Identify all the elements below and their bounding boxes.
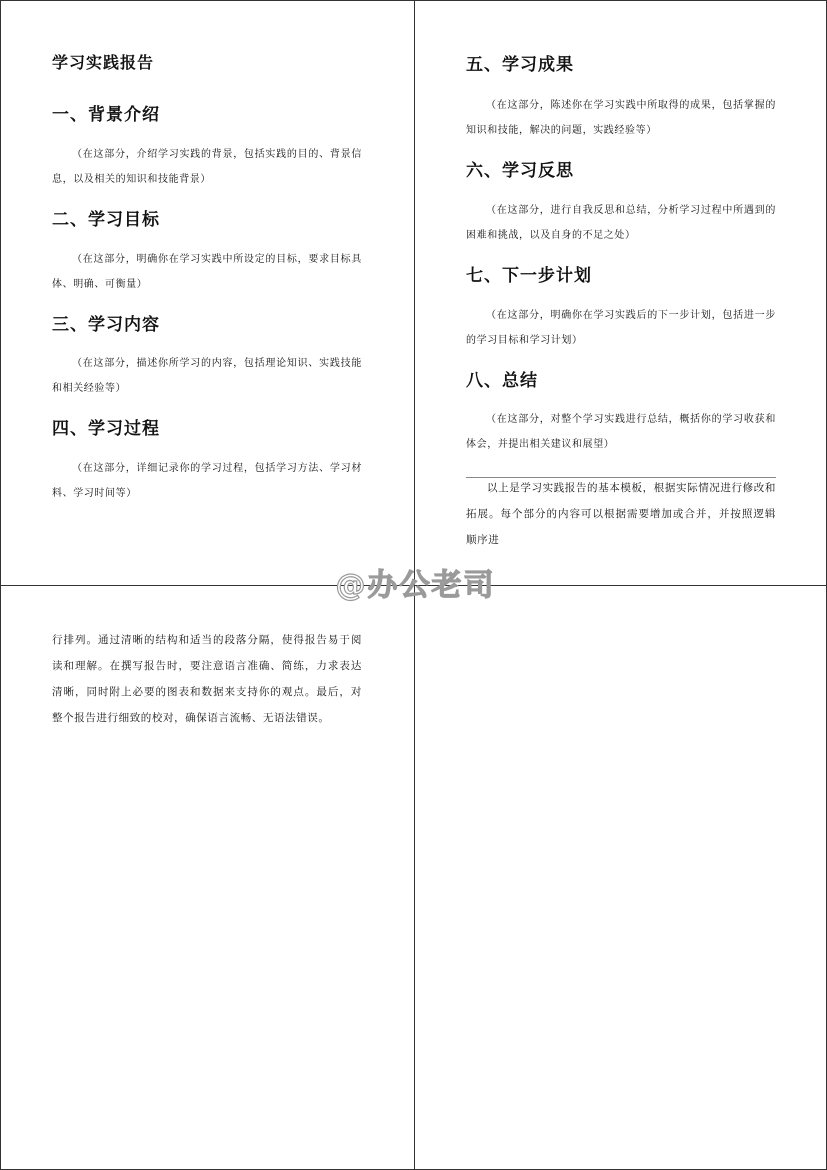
section-body-3: （在这部分，描述你所学习的内容，包括理论知识、实践技能和相关经验等） (52, 358, 362, 394)
watermark: @办公老司 (335, 568, 496, 603)
section-heading-3: 三、学习内容 (52, 315, 160, 335)
section-body-8: （在这部分，对整个学习实践进行总结，概括你的学习收获和体会，并提出相关建议和展望） (466, 414, 776, 450)
section-heading-2: 二、学习目标 (52, 210, 160, 230)
section-body-2: （在这部分，明确你在学习实践中所设定的目标，要求目标具体、明确、可衡量） (52, 254, 362, 290)
closing-paragraph-part1: 以上是学习实践报告的基本模板，根据实际情况进行修改和拓展。每个部分的内容可以根据需要增加或合并，并按照逻辑顺序进 (466, 482, 776, 546)
section-heading-7: 七、下一步计划 (466, 266, 592, 286)
section-heading-4: 四、学习过程 (52, 419, 160, 439)
document-title: 学习实践报告 (52, 53, 155, 72)
section-body-5: （在这部分，陈述你在学习实践中所取得的成果，包括掌握的知识和技能，解决的问题，实践经验等） (466, 100, 776, 136)
section-body-6: （在这部分，进行自我反思和总结，分析学习过程中所遇到的困难和挑战，以及自身的不足之处） (466, 205, 776, 241)
section-body-1: （在这部分，介绍学习实践的背景，包括实践的目的、背景信息，以及相关的知识和技能背景） (52, 149, 362, 185)
closing-paragraph-part2: 行排列。通过清晰的结构和适当的段落分隔，使得报告易于阅读和理解。在撰写报告时，要注意语言准确、简练，力求表达清晰，同时附上必要的图表和数据来支持你的观点。最后，对整个报告进行细致的校对，确保语言流畅、无语法错误。 (52, 634, 362, 724)
section-body-7: （在这部分，明确你在学习实践后的下一步计划，包括进一步的学习目标和学习计划） (466, 310, 776, 346)
section-heading-8: 八、总结 (466, 371, 538, 391)
section-body-4: （在这部分，详细记录你的学习过程，包括学习方法、学习材料、学习时间等） (52, 463, 362, 499)
section-heading-1: 一、背景介绍 (52, 105, 160, 125)
section-heading-6: 六、学习反思 (466, 161, 574, 181)
section-heading-5: 五、学习成果 (466, 55, 574, 75)
